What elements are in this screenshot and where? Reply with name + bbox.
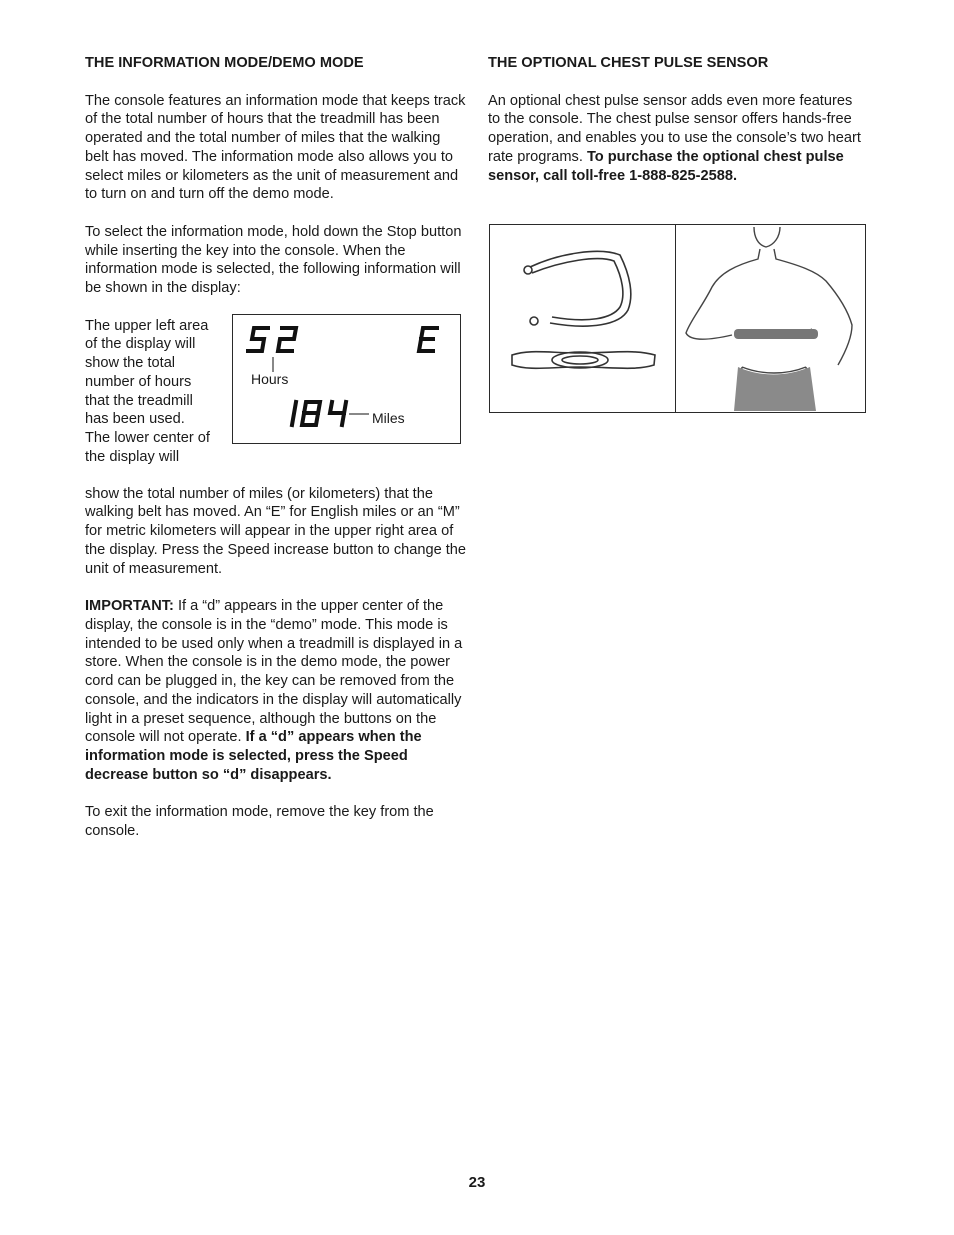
display-wrap-text: The upper left area of the display will show the total number of hours that the treadmill has been used. The lower center of the display will [85, 317, 210, 465]
miles-label: Miles [372, 409, 405, 426]
chest-sensor-text [488, 92, 866, 186]
display-explanation [85, 317, 467, 485]
digit-4 [330, 402, 344, 413]
page-number: 23 [468, 1174, 486, 1191]
chest-sensor-description: An optional chest pulse sensor adds even more features to the console. The chest pulse sensor offers hands-free operation, and enables you to use the console’s two heart rate programs. [488, 92, 861, 165]
right-column [488, 54, 866, 185]
select-info-mode-text: To select the information mode, hold down the Stop button while inserting the key into the console. When the information mode is selected, the following information will be shown in the display: [85, 223, 462, 296]
digit-2 [278, 328, 296, 351]
chest-strap-drawing [490, 225, 674, 411]
digit-5 [248, 328, 268, 351]
important-note [85, 597, 467, 785]
purchase-sensor-text: To purchase the optional chest pulse sensor, call toll-free 1-888-825-2588. [488, 148, 844, 184]
chest-strap-illustration [490, 225, 676, 412]
man-wearing-sensor-illustration [676, 225, 865, 412]
man-drawing [676, 225, 864, 411]
console-display-diagram [232, 314, 461, 444]
chest-sensor-illustration [489, 224, 866, 413]
digit-1 [292, 402, 296, 425]
display-continued-text: show the total number of miles (or kilometers) that the walking belt has moved. An “E” for English miles or an “M” for metric kilometers will appear in the upper right area of the display. Press the Speed increase button to change the unit of measurement. [85, 485, 467, 577]
important-bold-text: If a “d” appears when the information mode is selected, press the Speed decrease button so “d” disappears. [85, 729, 422, 783]
info-mode-heading: THE INFORMATION MODE/DEMO MODE [85, 55, 364, 71]
chest-strap-shape [734, 329, 818, 339]
chest-sensor-heading: THE OPTIONAL CHEST PULSE SENSOR [488, 55, 769, 71]
info-mode-intro: The console features an information mode that keeps track of the total number of hours that the treadmill has been operated and the total number of miles that the walking belt has moved. The information mode also allows you to select miles or kilometers as the unit of measurement and to turn on and turn off the demo mode. [85, 92, 466, 203]
important-label: IMPORTANT: [85, 598, 174, 614]
hours-label: Hours [251, 370, 289, 387]
important-text: If a “d” appears in the upper center of the display, the console is in the “demo” mode. This mode is intended to be used only when a treadmill is displayed in a store. When the console is in the demo mode, the power cord can be plugged in, the key can be removed from the console, and the indicators in the display will automatically light in a preset sequence, although the buttons on the console will not operate. [85, 598, 463, 746]
left-column [85, 54, 467, 841]
exit-info-mode-text: To exit the information mode, remove the key from the console. [85, 804, 434, 839]
